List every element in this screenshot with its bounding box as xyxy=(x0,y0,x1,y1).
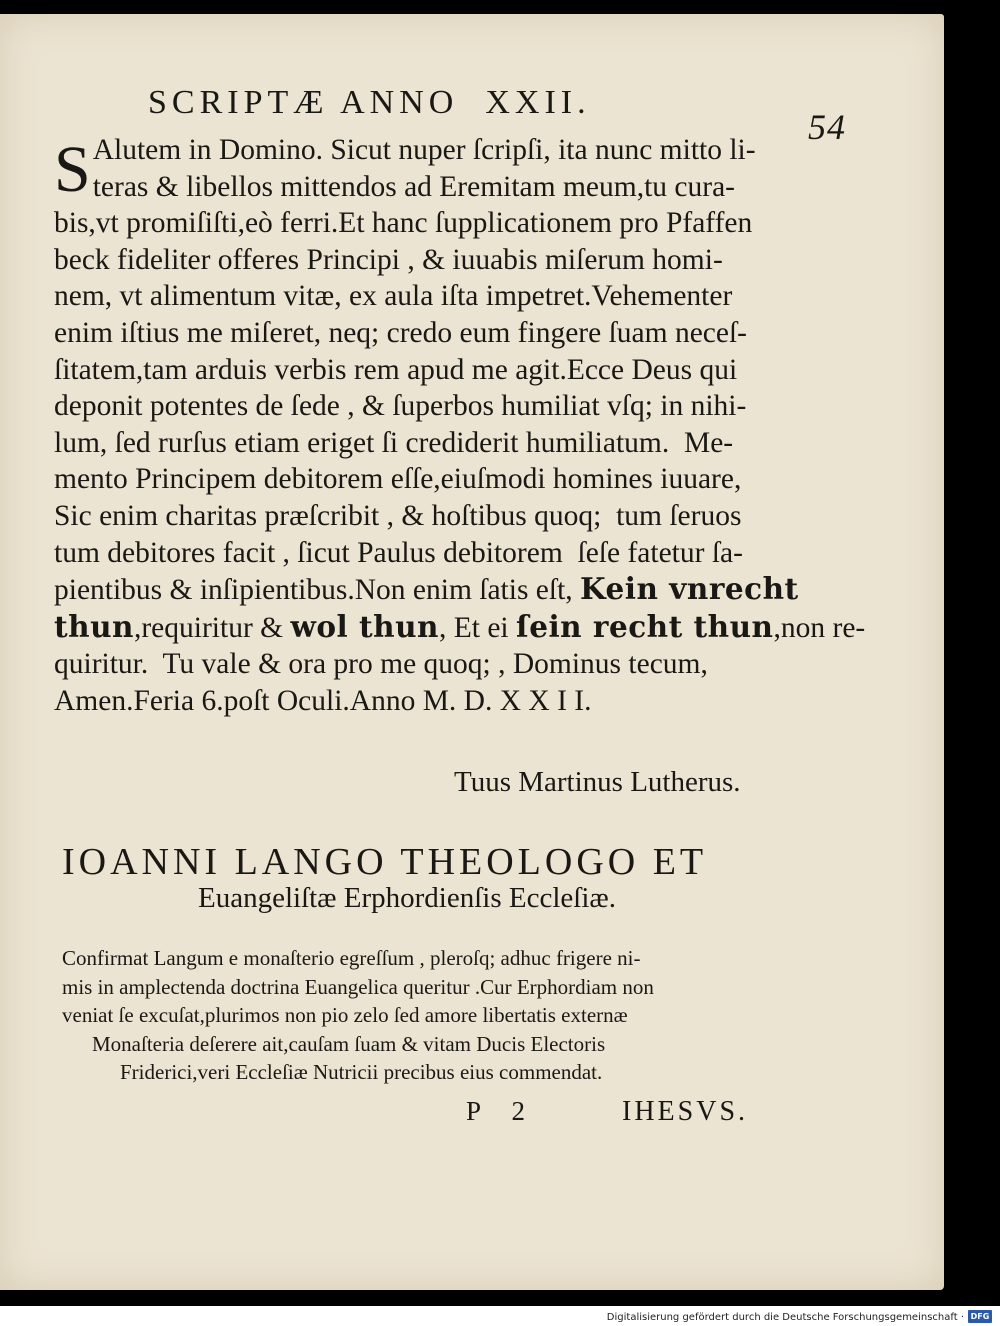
summary-line: Friderici,veri Eccleſiæ Nutricii precibus eius commendat. xyxy=(120,1060,603,1084)
digitization-credit: Digitalisierung gefördert durch die Deutsche Forschungsgemeinschaft · xyxy=(606,1312,964,1323)
drop-capital: S xyxy=(54,133,91,206)
body-line: Amen.Feria 6.poſt Oculi.Anno M. D. X X I I. xyxy=(54,684,592,717)
summary-line: Confirmat Langum e monaſterio egreſſum , pleroſq; adhuc frigere ni- xyxy=(62,946,641,970)
blackletter-phrase: thun xyxy=(54,608,134,644)
body-line: beck fideliter offeres Principi , & iuuabis miſerum homi- xyxy=(54,243,723,276)
body-line: nem, vt alimentum vitæ, ex aula iſta impetret.Vehementer xyxy=(54,280,733,313)
body-line: lum, ſed rurſus etiam eriget ſi crediderit humiliatum. Me- xyxy=(54,426,734,459)
body-line: Sic enim charitas præſcribit , & hoſtibus quoq; tum ſeruos xyxy=(54,499,742,532)
blackletter-phrase: wol thun xyxy=(290,608,439,644)
summary-line: mis in amplectenda doctrina Euangelica queritur .Cur Erphordiam non xyxy=(62,974,654,999)
body-line: teras & libellos mittendos ad Eremitam meum,tu cura- xyxy=(92,170,735,203)
dfg-logo[interactable]: DFG xyxy=(968,1310,992,1323)
summary-line: veniat ſe excuſat,plurimos non pio zelo ſed amore libertatis externæ xyxy=(62,1003,628,1027)
body-line: bis,vt promiſiſti,eò ferri.Et hanc ſupplicationem pro Pfaffen xyxy=(54,207,753,240)
letter-summary xyxy=(62,944,654,1087)
body-line: pientibus & inſipientibus.Non enim ſatis eſt, Kein vnrecht xyxy=(54,571,799,607)
gathering-signature: P 2 xyxy=(466,1096,532,1126)
body-line: tum debitores facit , ſicut Paulus debitorem ſeſe fatetur ſa- xyxy=(54,536,743,569)
body-line: ſitatem,tam arduis verbis rem apud me agit.Ecce Deus qui xyxy=(54,353,738,386)
body-line: mento Principem debitorem eſſe,eiuſmodi homines iuuare, xyxy=(54,463,742,496)
running-head: SCRIPTÆ ANNO XXII. xyxy=(148,84,591,121)
letter-body xyxy=(54,132,866,720)
book-page xyxy=(0,14,944,1290)
letter-heading: IOANNI LANGO THEOLOGO ET xyxy=(62,841,708,883)
catchword: IHESVS. xyxy=(622,1096,749,1127)
letter-subheading: Euangeliſtæ Erphordienſis Eccleſiæ. xyxy=(198,882,616,914)
body-line: Alutem in Domino. Sicut nuper ſcripſi, ita nunc mitto li- xyxy=(92,134,756,166)
body-line: thun,requiritur & wol thun, Et ei ſein recht thun,non re- xyxy=(54,608,866,644)
blackletter-phrase: ſein recht thun xyxy=(516,608,774,644)
letter-signature: Tuus Martinus Lutherus. xyxy=(454,766,741,798)
body-line: deponit potentes de ſede , & ſuperbos humiliat vſq; in nihi- xyxy=(54,390,747,423)
body-line: quiritur. Tu vale & ora pro me quoq; , Dominus tecum, xyxy=(54,648,708,681)
page-number: 54 xyxy=(808,107,846,147)
blackletter-phrase: Kein vnrecht xyxy=(580,571,799,607)
summary-line: Monaſteria deſerere ait,cauſam ſuam & vitam Ducis Electoris xyxy=(92,1031,606,1056)
body-line: enim iſtius me miſeret, neq; credo eum fingere ſuam neceſ- xyxy=(54,316,747,349)
